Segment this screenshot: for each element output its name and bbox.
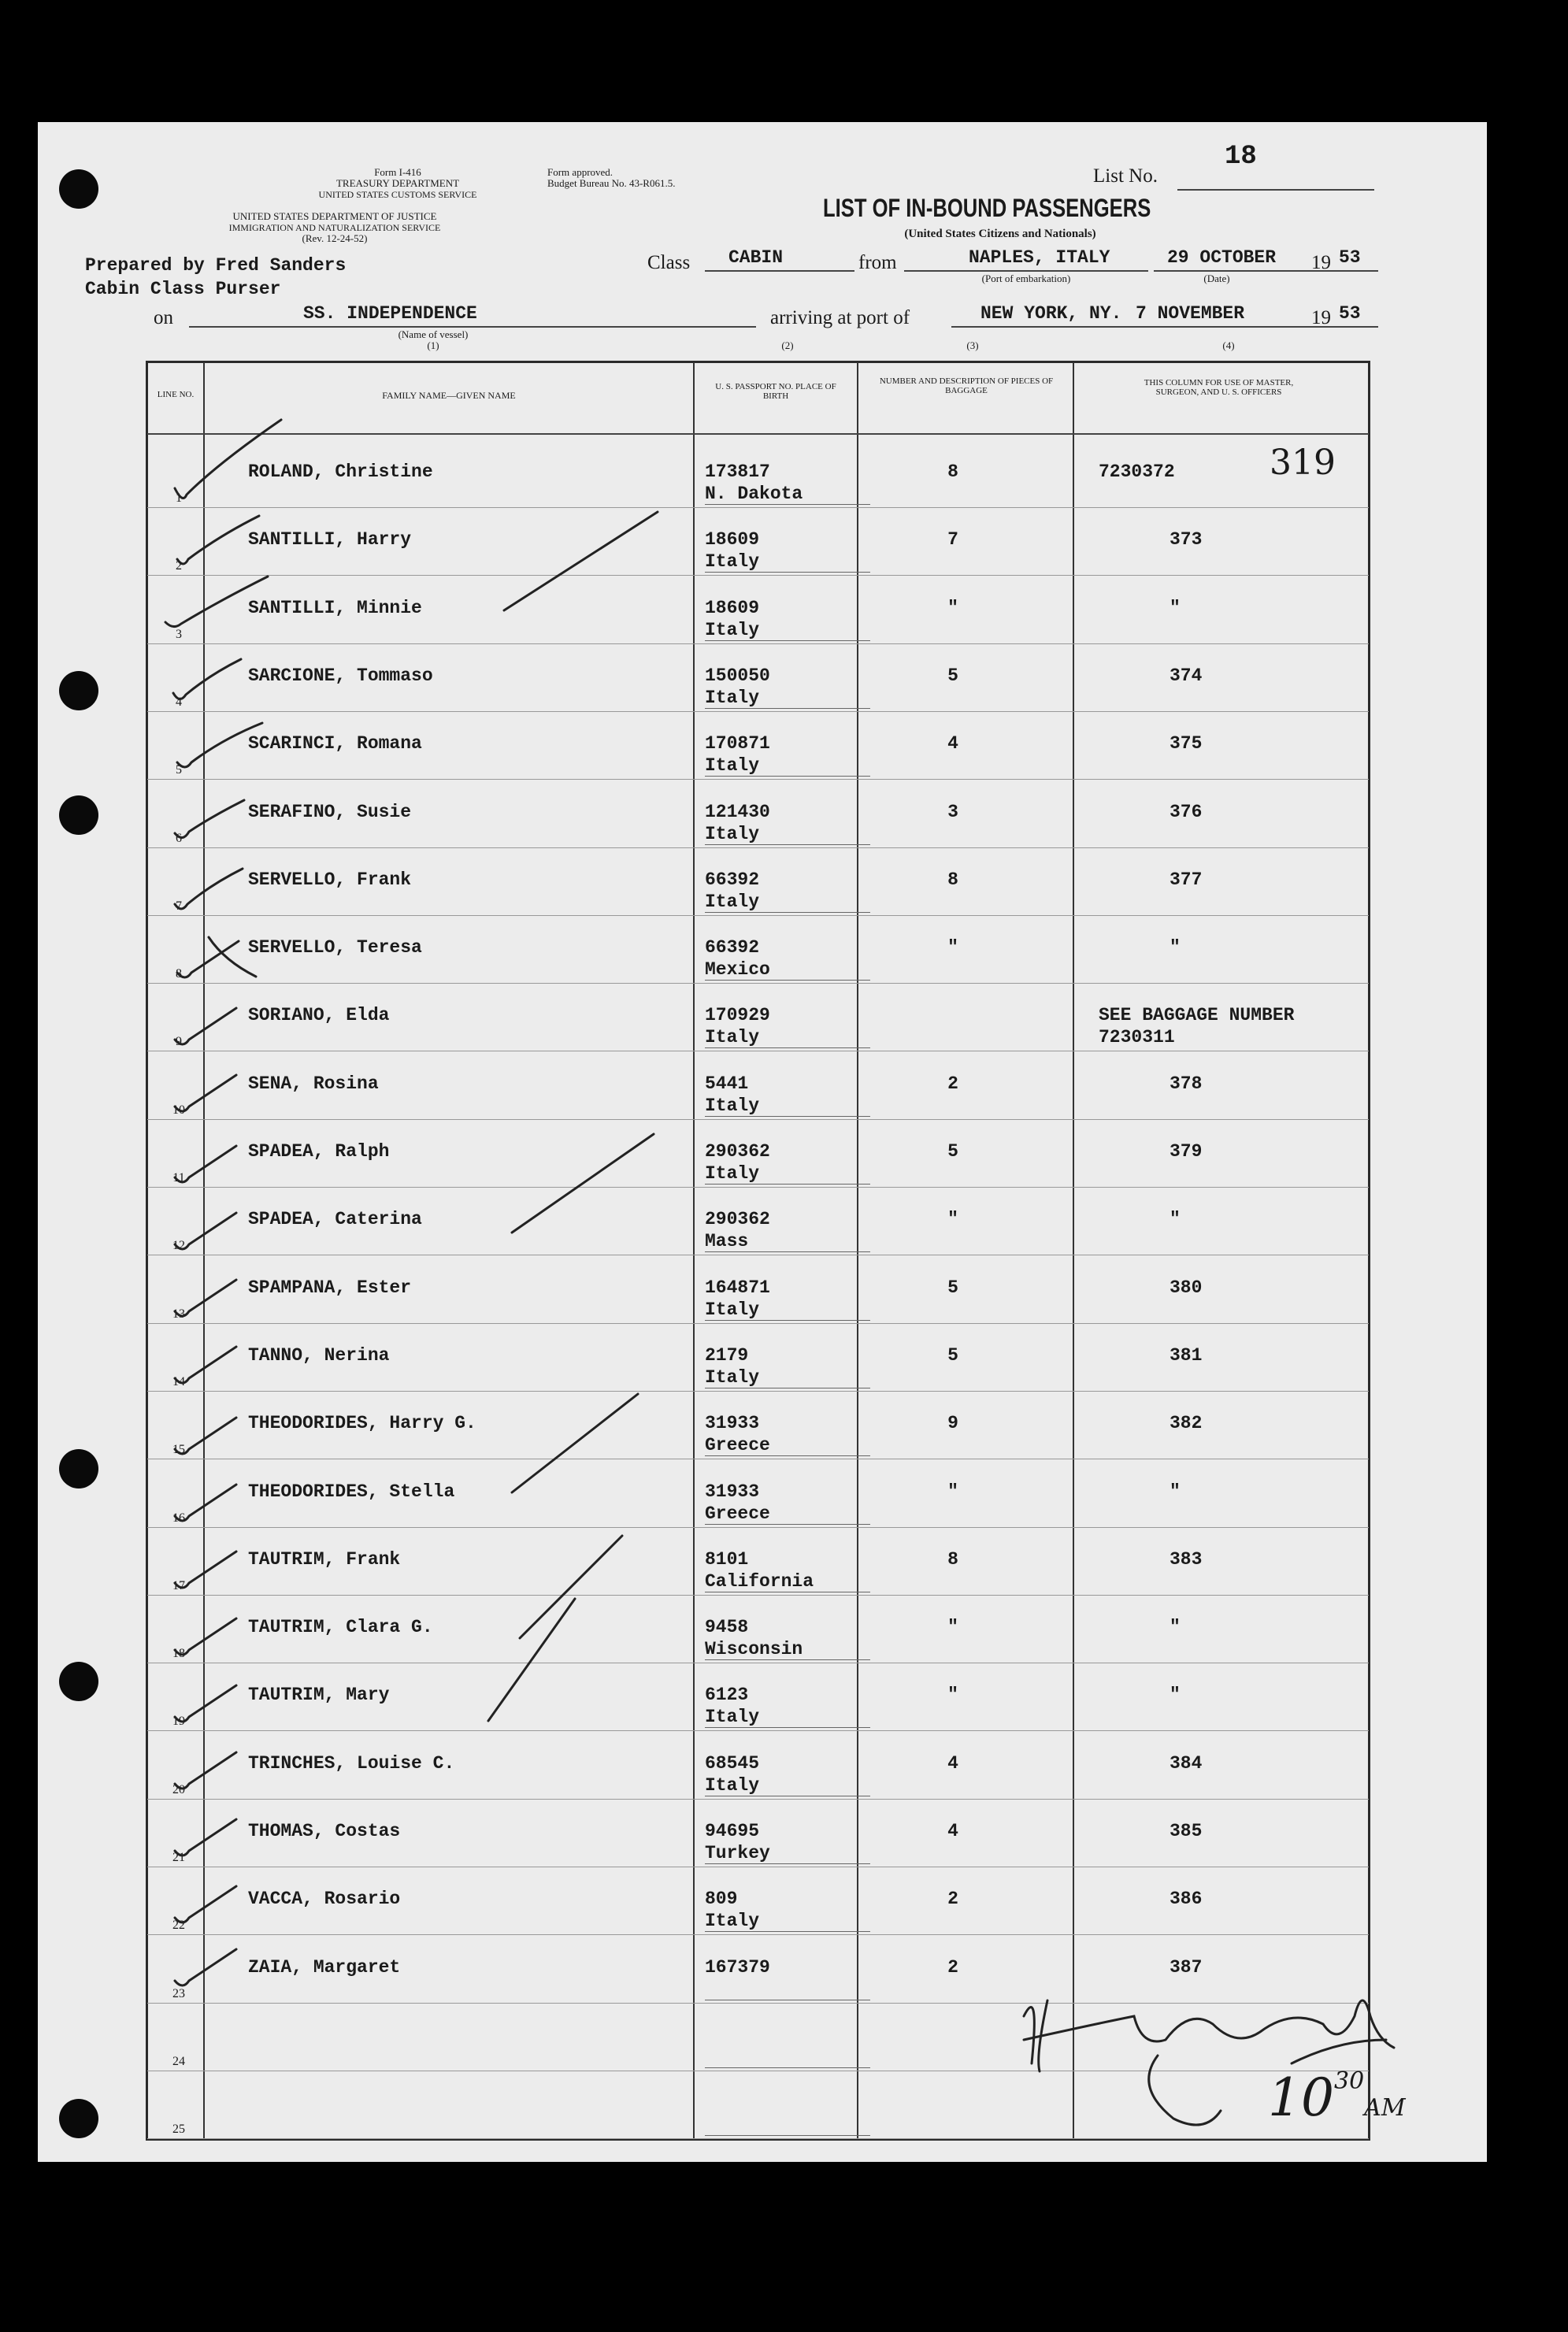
arrival-year-prefix: 19 bbox=[1311, 307, 1331, 328]
place-of-birth: Turkey bbox=[705, 1843, 770, 1863]
col-header-officers: THIS COLUMN FOR USE OF MASTER, SURGEON, AND U. S. OFFICERS bbox=[1144, 378, 1294, 397]
officer-note: " bbox=[1170, 1617, 1181, 1637]
passenger-name: TAUTRIM, Frank bbox=[248, 1549, 401, 1570]
list-no-label: List No. bbox=[1093, 165, 1158, 187]
table-row-divider bbox=[147, 1799, 1369, 1800]
place-of-birth: Italy bbox=[705, 755, 760, 776]
vessel-underline bbox=[189, 326, 756, 328]
passport-underline bbox=[705, 1727, 870, 1728]
passenger-name: SERVELLO, Teresa bbox=[248, 937, 422, 958]
passenger-name: THEODORIDES, Stella bbox=[248, 1481, 455, 1502]
table-row-divider bbox=[147, 779, 1369, 780]
depart-year-prefix: 19 bbox=[1311, 252, 1331, 273]
passenger-name: TAUTRIM, Clara G. bbox=[248, 1617, 433, 1637]
passport-underline bbox=[705, 912, 870, 913]
list-no-value: 18 bbox=[1225, 142, 1257, 172]
table-row-divider bbox=[147, 2138, 1369, 2139]
punch-hole bbox=[59, 2099, 98, 2138]
place-of-birth: Italy bbox=[705, 688, 760, 708]
table-row-divider bbox=[147, 1323, 1369, 1324]
officer-note-line2: 7230311 bbox=[1099, 1027, 1175, 1047]
table-row-divider bbox=[147, 1730, 1369, 1731]
passport-number: 150050 bbox=[705, 665, 770, 686]
passport-number: 2179 bbox=[705, 1345, 749, 1366]
passenger-name: ROLAND, Christine bbox=[248, 462, 433, 482]
passenger-name: TANNO, Nerina bbox=[248, 1345, 390, 1366]
punch-hole bbox=[59, 1662, 98, 1701]
place-of-birth: Mass bbox=[705, 1231, 749, 1251]
from-label: from bbox=[858, 252, 897, 273]
place-of-birth: Italy bbox=[705, 1775, 760, 1796]
officer-note: 383 bbox=[1170, 1549, 1203, 1570]
table-row-divider bbox=[147, 983, 1369, 984]
prepared-by: Prepared by Fred Sanders bbox=[85, 255, 347, 276]
col-header-baggage: NUMBER AND DESCRIPTION OF PIECES OF BAGGAGE bbox=[879, 376, 1054, 395]
passport-number: 18609 bbox=[705, 598, 760, 618]
passenger-name: TRINCHES, Louise C. bbox=[248, 1753, 455, 1774]
officer-note: " bbox=[1170, 937, 1181, 958]
baggage-count: " bbox=[947, 1617, 958, 1637]
officer-note: 375 bbox=[1170, 733, 1203, 754]
passport-underline bbox=[705, 1116, 870, 1117]
place-of-birth: Italy bbox=[705, 1163, 760, 1184]
passenger-name: SANTILLI, Harry bbox=[248, 529, 412, 550]
justice-dept: UNITED STATES DEPARTMENT OF JUSTICE bbox=[232, 210, 437, 222]
from-value: NAPLES, ITALY bbox=[969, 247, 1110, 268]
passenger-name: SENA, Rosina bbox=[248, 1073, 379, 1094]
baggage-count: 5 bbox=[947, 1277, 958, 1298]
passenger-name: ZAIA, Margaret bbox=[248, 1957, 401, 1978]
line-number: 12 bbox=[172, 1239, 185, 1252]
passport-underline bbox=[705, 1251, 870, 1252]
baggage-count: 8 bbox=[947, 869, 958, 890]
passport-underline bbox=[705, 1320, 870, 1321]
table-row-divider bbox=[147, 1187, 1369, 1188]
baggage-count: " bbox=[947, 1685, 958, 1705]
passport-number: 164871 bbox=[705, 1277, 770, 1298]
baggage-count: " bbox=[947, 1209, 958, 1229]
baggage-count: 2 bbox=[947, 1889, 958, 1909]
passport-number: 5441 bbox=[705, 1073, 749, 1094]
line-number: 16 bbox=[172, 1511, 185, 1525]
from-underline bbox=[904, 270, 1148, 272]
place-of-birth: Italy bbox=[705, 1367, 760, 1388]
punch-hole bbox=[59, 795, 98, 835]
table-row-divider bbox=[147, 2003, 1369, 2004]
table-row-divider bbox=[147, 711, 1369, 712]
table-row-divider bbox=[147, 1391, 1369, 1392]
line-number: 20 bbox=[172, 1783, 185, 1796]
purser: Cabin Class Purser bbox=[85, 279, 281, 299]
place-of-birth: Italy bbox=[705, 551, 760, 572]
officer-note: 377 bbox=[1170, 869, 1203, 890]
punch-hole bbox=[59, 1449, 98, 1489]
passport-underline bbox=[705, 2067, 870, 2068]
arrival-year: 53 bbox=[1339, 303, 1361, 324]
line-number: 4 bbox=[176, 695, 182, 709]
baggage-count: 5 bbox=[947, 1345, 958, 1366]
line-number: 22 bbox=[172, 1919, 185, 1932]
passport-number: 18609 bbox=[705, 529, 760, 550]
name-col-divider bbox=[693, 362, 695, 2139]
baggage-count: 5 bbox=[947, 1141, 958, 1162]
document-subtitle: (United States Citizens and Nationals) bbox=[904, 228, 1096, 240]
baggage-count: 4 bbox=[947, 1821, 958, 1841]
officer-note: 387 bbox=[1170, 1957, 1203, 1978]
passport-number: 290362 bbox=[705, 1209, 770, 1229]
on-label: on bbox=[154, 307, 173, 328]
handwritten-time bbox=[1268, 2067, 1406, 2128]
passenger-name: SARCIONE, Tommaso bbox=[248, 665, 433, 686]
line-number: 14 bbox=[172, 1375, 185, 1388]
line-number: 13 bbox=[172, 1307, 185, 1321]
class-underline bbox=[705, 270, 854, 272]
place-of-birth: California bbox=[705, 1571, 814, 1592]
passport-number: 167379 bbox=[705, 1957, 770, 1978]
passport-number: 8101 bbox=[705, 1549, 749, 1570]
passport-underline bbox=[705, 776, 870, 777]
passport-number: 290362 bbox=[705, 1141, 770, 1162]
line-number: 19 bbox=[172, 1715, 185, 1728]
passport-number: 9458 bbox=[705, 1617, 749, 1637]
officer-note: 378 bbox=[1170, 1073, 1203, 1094]
arriving-label: arriving at port of bbox=[770, 307, 910, 328]
officer-note: 386 bbox=[1170, 1889, 1203, 1909]
class-label: Class bbox=[647, 252, 691, 273]
place-of-birth: Italy bbox=[705, 620, 760, 640]
revision: (Rev. 12-24-52) bbox=[302, 232, 368, 244]
passenger-name: SPADEA, Ralph bbox=[248, 1141, 390, 1162]
officer-note: 382 bbox=[1170, 1413, 1203, 1433]
passport-col-divider bbox=[857, 362, 858, 2139]
passport-underline bbox=[705, 1455, 870, 1456]
officer-note: " bbox=[1170, 598, 1181, 618]
embark-label: (Port of embarkation) bbox=[981, 272, 1071, 284]
ins-service: IMMIGRATION AND NATURALIZATION SERVICE bbox=[228, 222, 441, 233]
baggage-count: " bbox=[947, 1481, 958, 1502]
officer-note: 376 bbox=[1170, 802, 1203, 822]
passport-underline bbox=[705, 1659, 870, 1660]
line-number: 15 bbox=[172, 1443, 185, 1456]
passport-underline bbox=[705, 1863, 870, 1864]
officer-note: " bbox=[1170, 1685, 1181, 1705]
place-of-birth: Greece bbox=[705, 1435, 770, 1455]
place-of-birth: Mexico bbox=[705, 959, 770, 980]
officers-col-num: (4) bbox=[1222, 339, 1235, 351]
passenger-name: VACCA, Rosario bbox=[248, 1889, 401, 1909]
passport-underline bbox=[705, 708, 870, 709]
officer-note: " bbox=[1170, 1209, 1181, 1229]
officer-note: 373 bbox=[1170, 529, 1203, 550]
officer-note: 379 bbox=[1170, 1141, 1203, 1162]
class-value: CABIN bbox=[728, 247, 784, 268]
line-number: 24 bbox=[172, 2055, 185, 2068]
date-underline bbox=[1154, 270, 1378, 272]
handwritten-time-hour: 10 bbox=[1268, 2067, 1334, 2128]
officer-note: 380 bbox=[1170, 1277, 1203, 1298]
passport-number: 66392 bbox=[705, 937, 760, 958]
passenger-name: SPAMPANA, Ester bbox=[248, 1277, 412, 1298]
passport-underline bbox=[705, 572, 870, 573]
passport-underline bbox=[705, 640, 870, 641]
header-row-divider bbox=[147, 433, 1369, 435]
arrival-date: 7 NOVEMBER bbox=[1136, 303, 1245, 324]
line-number: 25 bbox=[172, 2123, 185, 2136]
officer-note: 381 bbox=[1170, 1345, 1203, 1366]
table-row-divider bbox=[147, 1595, 1369, 1596]
depart-year: 53 bbox=[1339, 247, 1361, 268]
baggage-col-divider bbox=[1073, 362, 1074, 2139]
officer-note: 384 bbox=[1170, 1753, 1203, 1774]
baggage-count: " bbox=[947, 937, 958, 958]
passport-col-num: (2) bbox=[781, 339, 794, 351]
passenger-name: SERAFINO, Susie bbox=[248, 802, 412, 822]
place-of-birth: Italy bbox=[705, 892, 760, 912]
punch-hole bbox=[59, 169, 98, 209]
table-row-divider bbox=[147, 507, 1369, 508]
passenger-name: THEODORIDES, Harry G. bbox=[248, 1413, 476, 1433]
place-of-birth: Italy bbox=[705, 1299, 760, 1320]
handwritten-time-ampm: AM bbox=[1364, 2094, 1406, 2122]
baggage-count: 9 bbox=[947, 1413, 958, 1433]
table-row-divider bbox=[147, 1527, 1369, 1528]
place-of-birth: Greece bbox=[705, 1503, 770, 1524]
passport-number: 809 bbox=[705, 1889, 738, 1909]
col-header-name: FAMILY NAME—GIVEN NAME bbox=[382, 390, 516, 401]
place-of-birth: Italy bbox=[705, 1096, 760, 1116]
passport-number: 68545 bbox=[705, 1753, 760, 1774]
passport-number: 121430 bbox=[705, 802, 770, 822]
passport-number: 6123 bbox=[705, 1685, 749, 1705]
passport-number: 31933 bbox=[705, 1413, 760, 1433]
document-title: LIST OF IN-BOUND PASSENGERS bbox=[823, 194, 1151, 222]
line-number: 1 bbox=[176, 491, 182, 505]
baggage-count: 4 bbox=[947, 733, 958, 754]
baggage-count: 8 bbox=[947, 1549, 958, 1570]
vessel-name: SS. INDEPENDENCE bbox=[303, 303, 477, 324]
passport-number: 31933 bbox=[705, 1481, 760, 1502]
place-of-birth: Italy bbox=[705, 1707, 760, 1727]
passport-underline bbox=[705, 1524, 870, 1525]
place-of-birth: Wisconsin bbox=[705, 1639, 803, 1659]
place-of-birth: Italy bbox=[705, 824, 760, 844]
passport-underline bbox=[705, 1184, 870, 1185]
passenger-name: SANTILLI, Minnie bbox=[248, 598, 422, 618]
line-number: 17 bbox=[172, 1579, 185, 1592]
passport-number: 170929 bbox=[705, 1005, 770, 1025]
passport-number: 94695 bbox=[705, 1821, 760, 1841]
officer-note: SEE BAGGAGE NUMBER bbox=[1099, 1005, 1295, 1025]
handwritten-319: 319 bbox=[1270, 443, 1336, 483]
table-row-divider bbox=[147, 915, 1369, 916]
passport-number: 66392 bbox=[705, 869, 760, 890]
arrival-port: NEW YORK, NY. bbox=[980, 303, 1122, 324]
line-number: 23 bbox=[172, 1987, 185, 2000]
vessel-label: (Name of vessel) bbox=[398, 328, 469, 340]
line-number: 21 bbox=[172, 1851, 185, 1864]
col-header-passport: U. S. PASSPORT NO. PLACE OF BIRTH bbox=[715, 382, 836, 401]
customs-service: UNITED STATES CUSTOMS SERVICE bbox=[318, 189, 477, 200]
col-header-line-no: LINE NO. bbox=[157, 390, 195, 399]
baggage-count: 5 bbox=[947, 665, 958, 686]
baggage-col-num: (3) bbox=[966, 339, 979, 351]
passport-underline bbox=[705, 1931, 870, 1932]
date-label: (Date) bbox=[1203, 272, 1230, 284]
vessel-num: (1) bbox=[427, 339, 439, 351]
table-row-divider bbox=[147, 1119, 1369, 1120]
passport-number: 173817 bbox=[705, 462, 770, 482]
line-no-col-divider bbox=[203, 362, 205, 2139]
officer-note: 7230372 bbox=[1099, 462, 1175, 482]
line-number: 3 bbox=[176, 628, 182, 641]
line-number: 5 bbox=[176, 763, 182, 777]
form-number: Form I-416 bbox=[374, 166, 421, 178]
baggage-count: 8 bbox=[947, 462, 958, 482]
line-number: 11 bbox=[172, 1171, 185, 1185]
line-number: 2 bbox=[176, 559, 182, 573]
table-row-divider bbox=[147, 847, 1369, 848]
passenger-name: SERVELLO, Frank bbox=[248, 869, 412, 890]
baggage-count: 4 bbox=[947, 1753, 958, 1774]
passenger-name: SORIANO, Elda bbox=[248, 1005, 390, 1025]
passport-underline bbox=[705, 844, 870, 845]
passport-underline bbox=[705, 504, 870, 505]
arrival-underline bbox=[951, 326, 1378, 328]
line-number: 6 bbox=[176, 832, 182, 845]
handwritten-time-min: 30 bbox=[1333, 2067, 1365, 2095]
table-row-divider bbox=[147, 575, 1369, 576]
officer-note: 385 bbox=[1170, 1821, 1203, 1841]
officer-note: " bbox=[1170, 1481, 1181, 1502]
depart-date: 29 OCTOBER bbox=[1167, 247, 1277, 268]
baggage-count: 2 bbox=[947, 1073, 958, 1094]
baggage-count: 3 bbox=[947, 802, 958, 822]
line-number: 18 bbox=[172, 1647, 185, 1660]
table-row-divider bbox=[147, 643, 1369, 644]
table-row-divider bbox=[147, 1934, 1369, 1935]
budget-bureau: Budget Bureau No. 43-R061.5. bbox=[547, 177, 676, 189]
line-number: 10 bbox=[172, 1103, 185, 1117]
punch-hole bbox=[59, 671, 98, 710]
baggage-count: " bbox=[947, 598, 958, 618]
line-number: 8 bbox=[176, 967, 182, 981]
form-approved: Form approved. bbox=[547, 166, 613, 178]
passenger-name: TAUTRIM, Mary bbox=[248, 1685, 390, 1705]
passenger-name: SPADEA, Caterina bbox=[248, 1209, 422, 1229]
treasury-dept: TREASURY DEPARTMENT bbox=[335, 177, 460, 189]
passport-underline bbox=[705, 980, 870, 981]
passport-underline bbox=[705, 2135, 870, 2136]
baggage-count: 2 bbox=[947, 1957, 958, 1978]
officer-note: 374 bbox=[1170, 665, 1203, 686]
passenger-name: SCARINCI, Romana bbox=[248, 733, 422, 754]
line-number: 7 bbox=[176, 899, 182, 913]
passenger-name: THOMAS, Costas bbox=[248, 1821, 401, 1841]
passport-number: 170871 bbox=[705, 733, 770, 754]
baggage-count: 7 bbox=[947, 529, 958, 550]
place-of-birth: N. Dakota bbox=[705, 484, 803, 504]
line-number: 9 bbox=[176, 1035, 182, 1048]
list-no-underline bbox=[1177, 189, 1374, 191]
place-of-birth: Italy bbox=[705, 1911, 760, 1931]
place-of-birth: Italy bbox=[705, 1027, 760, 1047]
passport-underline bbox=[705, 1047, 870, 1048]
